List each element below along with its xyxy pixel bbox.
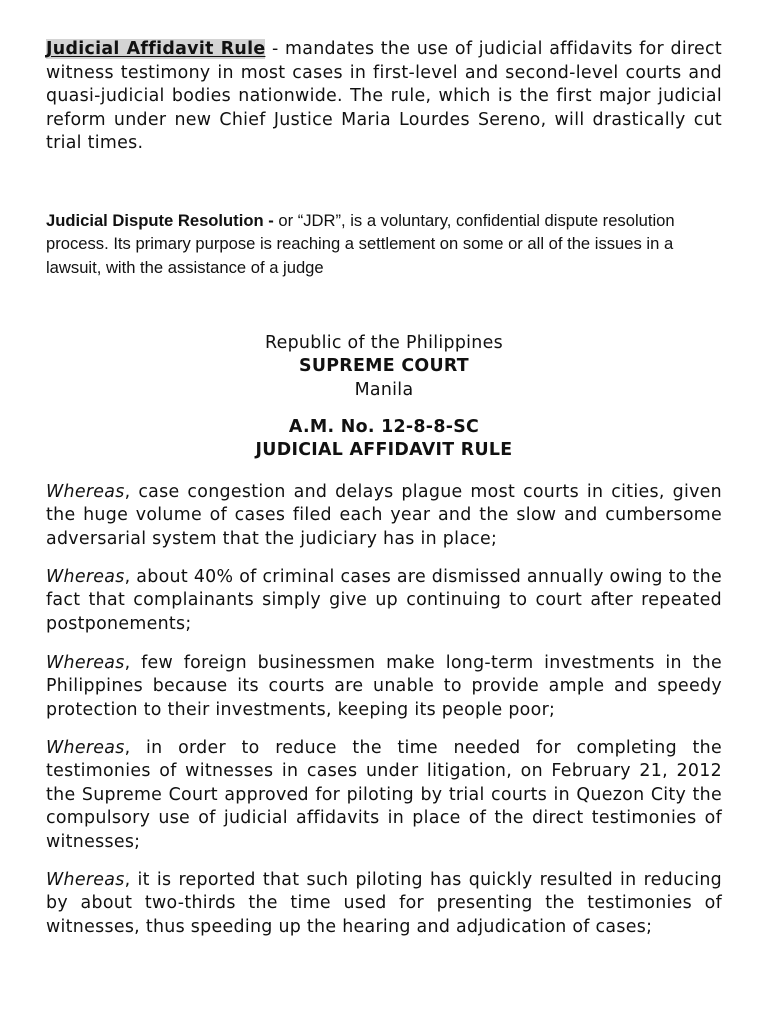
whereas-clause	[46, 481, 722, 551]
dispute-resolution-definition	[46, 209, 722, 279]
whereas-clause	[46, 566, 722, 636]
whereas-clause	[46, 737, 722, 854]
whereas-text: , it is reported that such piloting has quickly resulted in reducing by about two-thirds the time used for presenting the testimonies of witnesses, thus speeding up the hearing and adjudication of cases;	[46, 870, 722, 937]
city-line: Manila	[354, 379, 414, 400]
whereas-keyword: Whereas	[46, 653, 125, 673]
rule-title: JUDICIAL AFFIDAVIT RULE	[255, 440, 513, 461]
whereas-text: , about 40% of criminal cases are dismissed annually owing to the fact that complainants simply give up continuing to court after repeated postponements;	[46, 567, 722, 634]
whereas-clause	[46, 869, 722, 939]
rule-heading	[46, 416, 722, 463]
whereas-keyword: Whereas	[46, 738, 125, 758]
dispute-resolution-text: or “JDR”, is a voluntary, confidential dispute resolution process. Its primary purpose is reaching a settlement on some or all of the issues in a lawsuit, with the assistance of a judge	[46, 211, 675, 277]
whereas-clause	[46, 652, 722, 722]
court-header	[46, 332, 722, 402]
republic-line: Republic of the Philippines	[264, 333, 503, 353]
dispute-resolution-term: Judicial Dispute Resolution -	[46, 211, 274, 230]
whereas-text: , case congestion and delays plague most courts in cities, given the huge volume of cases filed each year and the slow and cumbersome adversarial system that the judiciary has in place;	[46, 482, 722, 549]
affidavit-rule-text: - mandates the use of judicial affidavits for direct witness testimony in most cases in first-level and second-level courts and quasi-judicial bodies nationwide. The rule, which is the first major judicial reform under new Chief Justice Maria Lourdes Sereno, will drastically cut trial times.	[46, 39, 723, 154]
case-number: A.M. No. 12-8-8-SC	[288, 417, 480, 437]
court-name: SUPREME COURT	[299, 356, 469, 377]
whereas-text: , in order to reduce the time needed for completing the testimonies of witnesses in cases under litigation, on February 21, 2012 the Supreme Court approved for piloting by trial courts in Quezon City the compulsory use of judicial affidavits in place of the direct testimonies of witnesses;	[46, 738, 722, 852]
affidavit-rule-definition	[46, 38, 722, 156]
whereas-text: , few foreign businessmen make long-term investments in the Philippines because its courts are unable to provide ample and speedy protection to their investments, keeping its people poor;	[46, 653, 722, 720]
whereas-keyword: Whereas	[46, 482, 125, 502]
affidavit-rule-term: Judicial Affidavit Rule	[46, 39, 266, 59]
whereas-keyword: Whereas	[46, 567, 125, 587]
whereas-keyword: Whereas	[46, 870, 125, 890]
